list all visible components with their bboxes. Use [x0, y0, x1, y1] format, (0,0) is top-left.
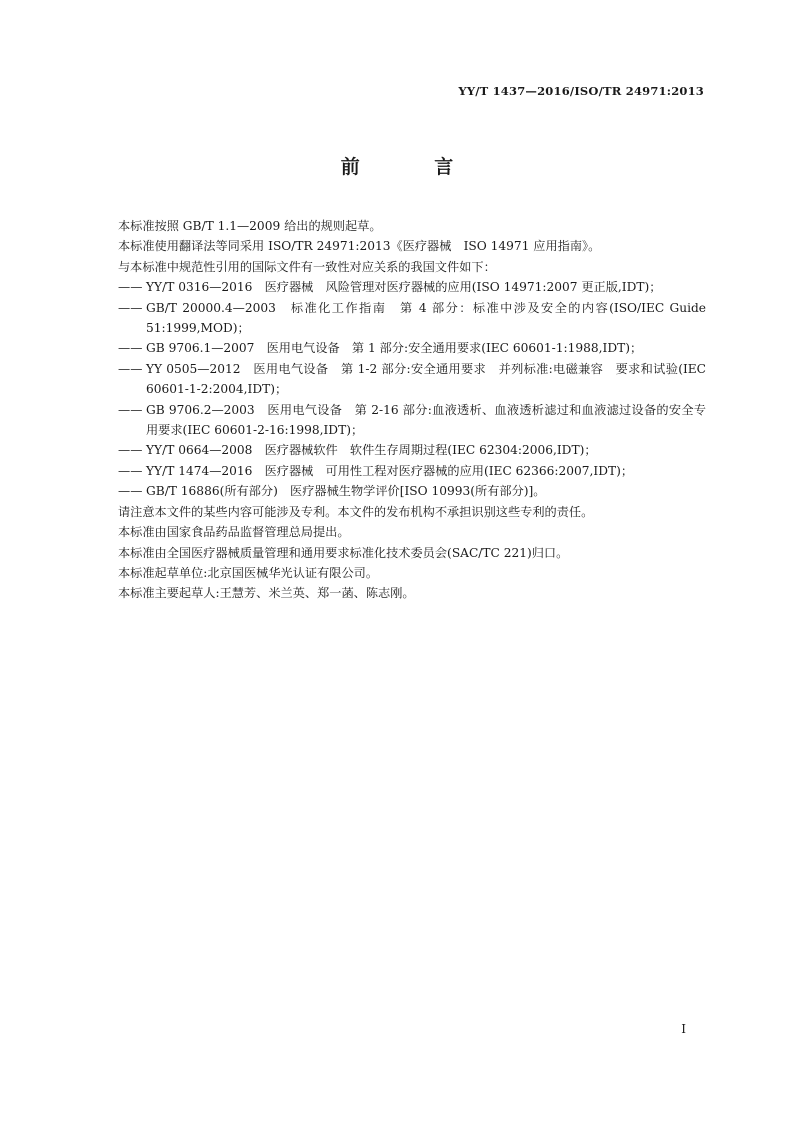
- closing-paragraph: 本标准主要起草人:王慧芳、米兰英、郑一菡、陈志刚。: [118, 586, 415, 601]
- reference-text: GB 9706.1—2007 医用电气设备 第 1 部分:安全通用要求(IEC 60601-1:1988,IDT)；: [146, 341, 643, 356]
- intro-paragraph: 与本标准中规范性引用的国际文件有一致性对应关系的我国文件如下：: [118, 259, 496, 274]
- list-dash: ——: [118, 484, 143, 499]
- reference-text: GB/T 16886(所有部分) 医疗器械生物学评价[ISO 10993(所有部分)]。: [146, 484, 546, 499]
- closing-paragraph: 请注意本文件的某些内容可能涉及专利。本文件的发布机构不承担识别这些专利的责任。: [118, 504, 594, 519]
- list-dash: ——: [118, 341, 143, 356]
- reference-text: YY/T 1474—2016 医疗器械 可用性工程对医疗器械的应用(IEC 62366:2007,IDT)；: [146, 463, 634, 478]
- list-dash: ——: [118, 300, 143, 315]
- list-dash: ——: [118, 402, 143, 417]
- closing-paragraph: 本标准起草单位:北京国医械华光认证有限公司。: [118, 565, 379, 580]
- intro-paragraph: 本标准使用翻译法等同采用 ISO/TR 24971:2013《医疗器械 ISO 14971 应用指南》。: [118, 239, 601, 254]
- list-dash: ——: [118, 280, 143, 295]
- reference-item: [118, 298, 706, 339]
- reference-text: YY 0505—2012 医用电气设备 第 1-2 部分:安全通用要求 并列标准:电磁兼容 要求和试验(IEC 60601-1-2:2004,IDT)；: [146, 361, 706, 397]
- reference-item: [118, 277, 706, 297]
- list-dash: ——: [118, 443, 143, 458]
- page-number: I: [681, 1022, 686, 1036]
- document-code: YY/T 1437—2016/ISO/TR 24971:2013: [458, 84, 704, 98]
- reference-item: [118, 440, 706, 460]
- reference-item: [118, 461, 706, 481]
- intro-paragraph: 本标准按照 GB/T 1.1—2009 给出的规则起草。: [118, 219, 382, 233]
- page-title: 前 言: [340, 156, 488, 178]
- reference-text: GB 9706.2—2003 医用电气设备 第 2-16 部分:血液透析、血液透析滤过和血液滤过设备的安全专用要求(IEC 60601-2-16:1998,IDT)；: [146, 402, 706, 438]
- list-dash: ——: [118, 463, 143, 478]
- reference-text: GB/T 20000.4—2003 标准化工作指南 第 4 部分：标准中涉及安全的内容(ISO/IEC Guide 51:1999,MOD)；: [146, 300, 706, 336]
- reference-text: YY/T 0316—2016 医疗器械 风险管理对医疗器械的应用(ISO 14971:2007 更正版,IDT)；: [146, 280, 662, 295]
- closing-paragraph: 本标准由国家食品药品监督管理总局提出。: [118, 525, 350, 540]
- reference-item: [118, 481, 706, 501]
- reference-text: YY/T 0664—2008 医疗器械软件 软件生存周期过程(IEC 62304:2006,IDT)；: [146, 443, 597, 458]
- reference-item: [118, 338, 706, 358]
- list-dash: ——: [118, 361, 143, 376]
- reference-item: [118, 359, 706, 400]
- closing-paragraph: 本标准由全国医疗器械质量管理和通用要求标准化技术委员会(SAC/TC 221)归口。: [118, 545, 569, 560]
- reference-item: [118, 400, 706, 441]
- foreword-body: [118, 216, 706, 604]
